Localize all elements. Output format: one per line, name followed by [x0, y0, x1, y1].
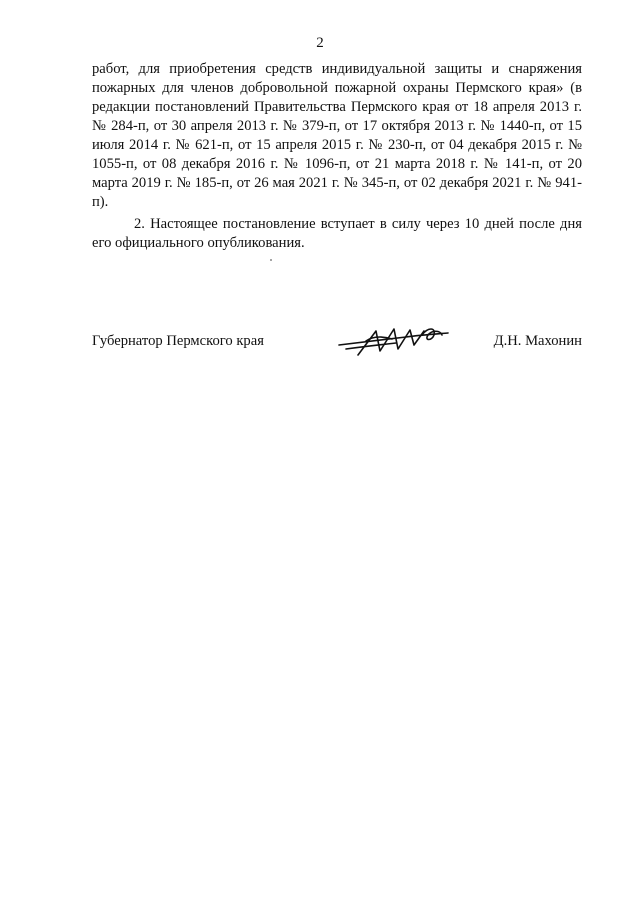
document-body	[92, 60, 582, 253]
page-number: 2	[316, 35, 324, 51]
scan-speck	[270, 259, 272, 261]
signer-title: Губернатор Пермского края	[92, 333, 264, 349]
signature-block	[92, 333, 582, 353]
paragraph-2: 2. Настоящее постановление вступает в силу через 10 дней после дня его официального опубликования.	[92, 216, 582, 251]
handwritten-signature-icon	[336, 321, 451, 361]
paragraph-continuation: работ, для приобретения средств индивидуальной защиты и снаряжения пожарных для членов добровольной пожарной охраны Пермского края» (в редакции постановлений Правительства Пермского края от 18 апреля 2013 г. № 284-п, от 30 апреля 2013 г. № 379-п, от 17 октября 2013 г. № 1440-п, от 15 июля 2014 г. № 621-п, от 15 апреля 2015 г. № 230-п, от 04 декабря 2015 г. № 1055-п, от 08 декабря 2016 г. № 1096-п, от 21 марта 2018 г. № 141-п, от 20 марта 2019 г. № 185-п, от 26 мая 2021 г. № 345-п, от 02 декабря 2021 г. № 941-п).	[92, 61, 582, 210]
signer-name: Д.Н. Махонин	[493, 333, 582, 349]
